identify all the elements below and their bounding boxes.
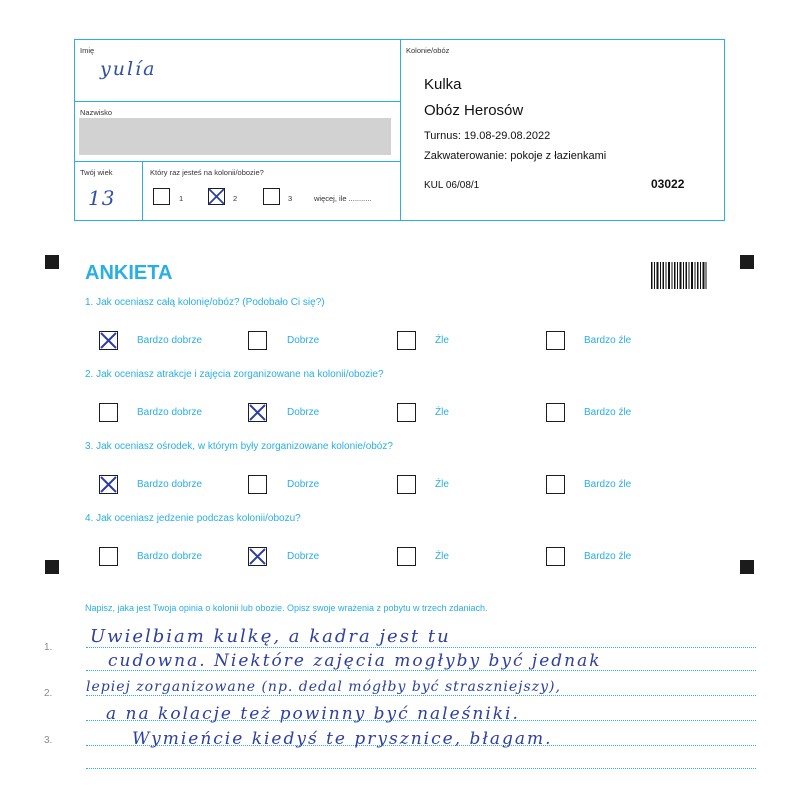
- question-1-option-3-checkbox[interactable]: [397, 331, 416, 350]
- turnus-text: Turnus: 19.08-29.08.2022: [424, 130, 551, 142]
- registration-marker-top-left: [45, 255, 59, 269]
- question-2-option-2-label: Dobrze: [287, 407, 320, 418]
- name-label: Imię: [80, 46, 95, 55]
- question-2-option-1-label: Bardzo dobrze: [137, 407, 203, 418]
- question-1-text: 1. Jak oceniasz całą kolonię/obóz? (Podobało Ci się?): [85, 297, 325, 308]
- camp-code: KUL 06/08/1: [424, 180, 480, 191]
- question-3-option-4-checkbox[interactable]: [546, 475, 565, 494]
- question-3-text: 3. Jak oceniasz ośrodek, w którym były zorganizowane kolonie/obóz?: [85, 441, 393, 452]
- handwriting-line-5[interactable]: Wymieńcie kiedyś te prysznice, błagam.: [132, 729, 553, 749]
- question-2-option-1-checkbox[interactable]: [99, 403, 118, 422]
- camp-name: Kulka: [424, 76, 462, 93]
- question-2-text: 2. Jak oceniasz atrakcje i zajęcia zorganizowane na kolonii/obozie?: [85, 369, 384, 380]
- barcode-icon: [651, 262, 707, 289]
- question-1-option-1-checkbox[interactable]: [99, 331, 118, 350]
- question-2-option-4-label: Bardzo źle: [584, 407, 632, 418]
- question-2-option-3-checkbox[interactable]: [397, 403, 416, 422]
- question-2-option-4-checkbox[interactable]: [546, 403, 565, 422]
- question-4-text: 4. Jak oceniasz jedzenie podczas kolonii/obozu?: [85, 513, 301, 524]
- line-number-3: 3.: [44, 735, 53, 746]
- times-option-1: 1: [179, 194, 184, 203]
- question-1-option-4-label: Bardzo źle: [584, 335, 632, 346]
- opinion-prompt: Napisz, jaka jest Twoja opinia o kolonii lub obozie. Opisz swoje wrażenia z pobytu w trzech zdaniach.: [85, 603, 488, 613]
- camp-label: Kolonie/obóz: [406, 46, 450, 55]
- registration-marker-bottom-right: [740, 560, 754, 574]
- question-1-option-1-label: Bardzo dobrze: [137, 335, 203, 346]
- form-number: 03022: [651, 177, 685, 191]
- question-4-option-1-checkbox[interactable]: [99, 547, 118, 566]
- name-divider: [74, 101, 401, 102]
- handwriting-line-1[interactable]: Uwielbiam kulkę, a kadra jest tu: [90, 626, 451, 647]
- question-4-option-2-checkbox[interactable]: [248, 547, 267, 566]
- question-3-option-1-checkbox[interactable]: [99, 475, 118, 494]
- question-2-option-3-label: Źle: [435, 407, 449, 418]
- writing-line: [86, 647, 756, 648]
- question-1-option-2-checkbox[interactable]: [248, 331, 267, 350]
- handwriting-line-4[interactable]: a na kolacje też powinny być naleśniki.: [106, 704, 520, 724]
- surname-label: Nazwisko: [80, 108, 113, 117]
- question-1-option-3-label: Źle: [435, 335, 449, 346]
- times-option-3: 3: [288, 194, 293, 203]
- line-number-2: 2.: [44, 688, 53, 699]
- times-label: Który raz jesteś na kolonii/obozie?: [150, 168, 264, 177]
- camp-subtitle: Obóz Herosów: [424, 102, 524, 119]
- question-3-option-1-label: Bardzo dobrze: [137, 479, 203, 490]
- check-x-icon: [248, 403, 267, 422]
- registration-marker-top-right: [740, 255, 754, 269]
- check-x-icon: [207, 187, 226, 206]
- age-divider: [142, 161, 143, 221]
- question-4-option-2-label: Dobrze: [287, 551, 320, 562]
- question-3-option-3-checkbox[interactable]: [397, 475, 416, 494]
- times-more-label: więcej, ile ...........: [314, 194, 372, 203]
- accommodation-text: Zakwaterowanie: pokoje z łazienkami: [424, 150, 607, 162]
- writing-line: [86, 768, 756, 769]
- times-checkbox-2[interactable]: [208, 188, 225, 205]
- question-3-option-2-checkbox[interactable]: [248, 475, 267, 494]
- surname-redacted: [79, 118, 391, 155]
- check-x-icon: [99, 331, 118, 350]
- question-1-option-2-label: Dobrze: [287, 335, 320, 346]
- times-option-2: 2: [233, 194, 238, 203]
- surname-divider: [74, 161, 401, 162]
- question-3-option-4-label: Bardzo źle: [584, 479, 632, 490]
- times-checkbox-1[interactable]: [153, 188, 170, 205]
- writing-line: [86, 695, 756, 696]
- question-3-option-2-label: Dobrze: [287, 479, 320, 490]
- question-2-option-2-checkbox[interactable]: [248, 403, 267, 422]
- header-divider: [400, 39, 401, 221]
- question-1-option-4-checkbox[interactable]: [546, 331, 565, 350]
- question-3-option-3-label: Źle: [435, 479, 449, 490]
- question-4-option-4-label: Bardzo źle: [584, 551, 632, 562]
- question-4-option-1-label: Bardzo dobrze: [137, 551, 203, 562]
- line-number-1: 1.: [44, 642, 53, 653]
- name-value[interactable]: yulía: [100, 58, 157, 80]
- age-value[interactable]: 13: [88, 186, 116, 210]
- registration-marker-bottom-left: [45, 560, 59, 574]
- survey-title: ANKIETA: [85, 262, 173, 284]
- age-label: Twój wiek: [80, 168, 113, 177]
- times-checkbox-3[interactable]: [263, 188, 280, 205]
- question-4-option-3-checkbox[interactable]: [397, 547, 416, 566]
- check-x-icon: [248, 547, 267, 566]
- handwriting-line-2[interactable]: cudowna. Niektóre zajęcia mogłyby być jednak: [108, 651, 602, 671]
- check-x-icon: [99, 475, 118, 494]
- question-4-option-3-label: Źle: [435, 551, 449, 562]
- question-4-option-4-checkbox[interactable]: [546, 547, 565, 566]
- handwriting-line-3[interactable]: lepiej zorganizowane (np. dedal mógłby być straszniejszy),: [86, 679, 561, 695]
